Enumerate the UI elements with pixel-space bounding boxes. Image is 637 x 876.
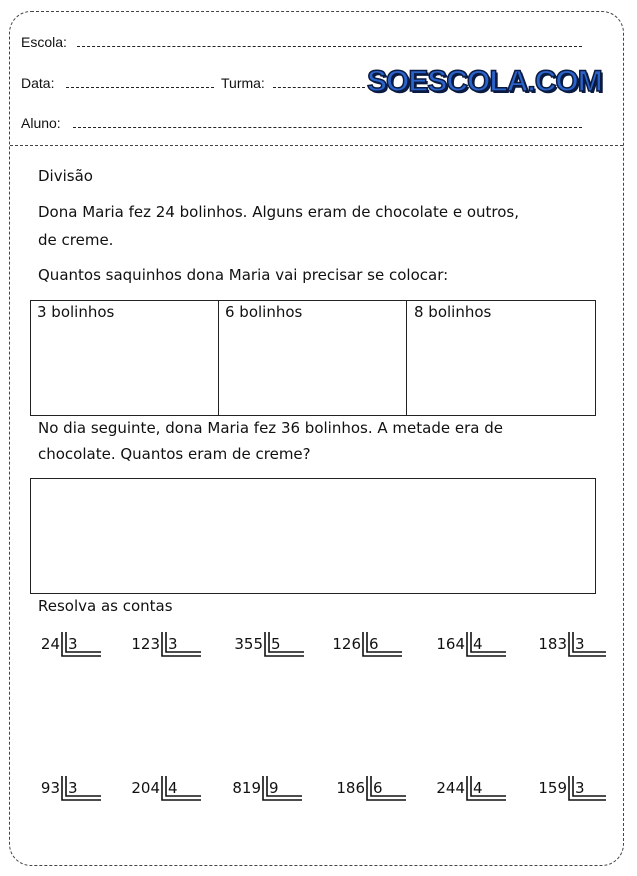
divisor: 3 xyxy=(575,779,585,797)
header-separator xyxy=(10,145,623,146)
divisor: 3 xyxy=(68,635,78,653)
option-cell-3[interactable]: 3 bolinhos xyxy=(37,303,115,321)
divisor: 6 xyxy=(373,779,383,797)
data-field[interactable] xyxy=(66,87,214,88)
aluno-field[interactable] xyxy=(73,127,582,128)
dividend: 244 xyxy=(436,779,465,797)
data-label: Data: xyxy=(21,75,55,91)
problem1-line2: de creme. xyxy=(38,231,114,249)
dividend: 123 xyxy=(131,635,160,653)
dividend: 93 xyxy=(40,779,60,797)
turma-label: Turma: xyxy=(221,75,265,91)
options-table xyxy=(30,300,596,416)
divisor: 4 xyxy=(168,779,178,797)
dividend: 126 xyxy=(332,635,361,653)
dividend: 164 xyxy=(436,635,465,653)
divisor: 3 xyxy=(168,635,178,653)
dividend: 186 xyxy=(336,779,365,797)
divisor: 6 xyxy=(369,635,379,653)
divisor: 5 xyxy=(271,635,281,653)
question1: Quantos saquinhos dona Maria vai precisar se colocar: xyxy=(38,266,449,284)
aluno-label: Aluno: xyxy=(21,115,61,131)
answer-box[interactable] xyxy=(30,478,596,594)
dividend: 819 xyxy=(232,779,261,797)
problem1-line1: Dona Maria fez 24 bolinhos. Alguns eram de chocolate e outros, xyxy=(38,203,519,221)
problem2-line2: chocolate. Quantos eram de creme? xyxy=(38,445,311,463)
soescola-logo: SOESCOLA.COM xyxy=(367,65,602,98)
escola-label: Escola: xyxy=(21,34,67,50)
divisor: 4 xyxy=(473,779,483,797)
divisor: 4 xyxy=(473,635,483,653)
escola-field[interactable] xyxy=(77,46,582,47)
resolve-label: Resolva as contas xyxy=(38,597,173,615)
dividend: 183 xyxy=(538,635,567,653)
divisor: 3 xyxy=(575,635,585,653)
option-cell-8[interactable]: 8 bolinhos xyxy=(414,303,492,321)
turma-field[interactable] xyxy=(273,87,365,88)
dividend: 204 xyxy=(131,779,160,797)
divisor: 9 xyxy=(269,779,279,797)
dividend: 159 xyxy=(538,779,567,797)
dividend: 355 xyxy=(234,635,263,653)
dividend: 24 xyxy=(40,635,60,653)
table-divider xyxy=(218,300,219,416)
page-border xyxy=(9,11,624,866)
divisor: 3 xyxy=(68,779,78,797)
table-divider xyxy=(406,300,407,416)
worksheet-title: Divisão xyxy=(38,167,93,185)
option-cell-6[interactable]: 6 bolinhos xyxy=(225,303,303,321)
problem2-line1: No dia seguinte, dona Maria fez 36 bolinhos. A metade era de xyxy=(38,419,503,437)
